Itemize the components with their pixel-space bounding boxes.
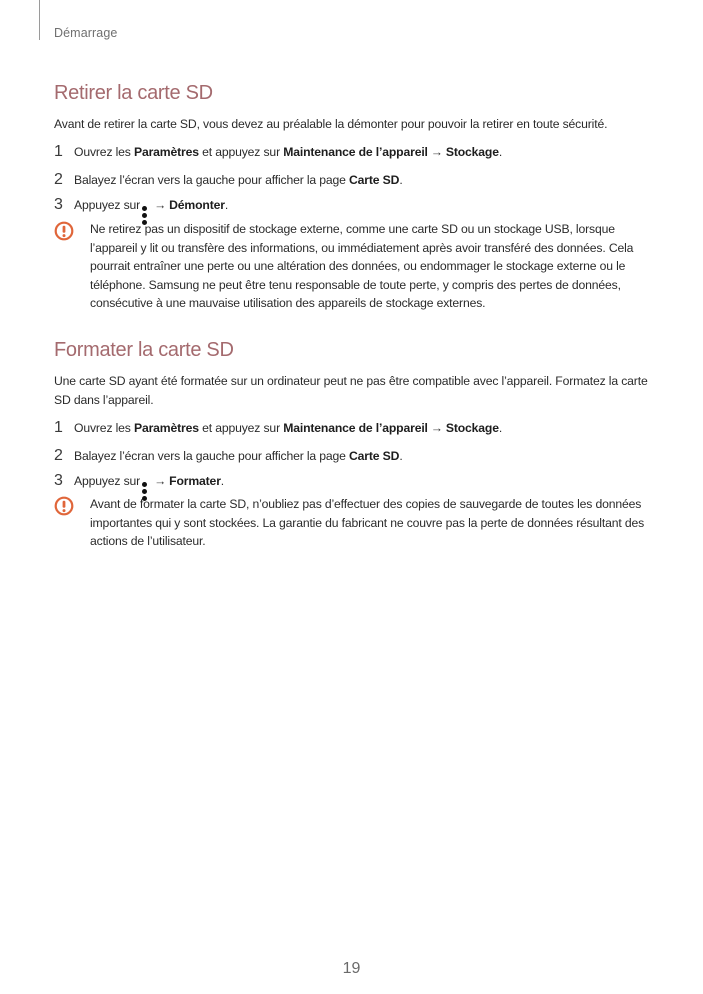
format-label: Formater [169, 474, 221, 488]
header-divider [39, 0, 40, 40]
warning-icon [54, 221, 74, 241]
sd-card-label: Carte SD [349, 173, 400, 187]
step-number: 3 [54, 196, 63, 213]
device-maintenance-label: Maintenance de l’appareil [283, 421, 428, 435]
settings-label: Paramètres [133, 421, 199, 435]
step-3 [54, 196, 228, 223]
section-intro: Une carte SD ayant été formatée sur un ordinateur peut ne pas être compatible avec l’appareil. Formatez la carte SD dans l’appareil. [54, 374, 648, 407]
step-number: 3 [54, 472, 63, 489]
section-intro: Avant de retirer la carte SD, vous devez au préalable la démonter pour pouvoir la retirer en toute sécurité. [54, 117, 608, 131]
section-title-remove-sd: Retirer la carte SD [54, 82, 213, 104]
punctuation: . [220, 474, 225, 488]
punctuation: . [224, 198, 229, 212]
page-number: 19 [342, 960, 361, 977]
sd-card-label: Carte SD [349, 449, 400, 463]
storage-label: Stockage [445, 421, 499, 435]
step-text: Ouvrez les [74, 421, 134, 435]
step-text: Appuyez sur [74, 474, 141, 488]
device-maintenance-label: Maintenance de l’appareil [283, 145, 428, 159]
warning-text: Ne retirez pas un dispositif de stockage externe, comme une carte SD ou un stockage USB, lorsque l’appareil y lit ou transfère des informations, ou immédiatement après avoir transféré des données. Cela pourrait entraîner une perte ou une altération des données, ou endommager le stockage externe ou le téléphone. Samsung ne peut être tenu responsable de toute perte, y compris des pertes de données, consécutive à une mauvaise utilisation des appareils de stockage externes. [90, 222, 634, 311]
step-1 [54, 419, 502, 437]
storage-label: Stockage [445, 145, 499, 159]
chapter-header: Démarrage [54, 26, 118, 40]
unmount-label: Démonter [169, 198, 225, 212]
step-number: 1 [54, 143, 63, 160]
step-text: Ouvrez les [74, 145, 134, 159]
arrow-right-icon: → [154, 198, 167, 212]
warning-note [54, 220, 664, 313]
warning-note [54, 495, 664, 551]
step-1 [54, 143, 502, 161]
punctuation: . [498, 421, 503, 435]
warning-icon [54, 496, 74, 516]
punctuation: . [498, 145, 503, 159]
arrow-right-icon: → [430, 421, 443, 435]
punctuation: . [399, 449, 403, 463]
settings-label: Paramètres [133, 145, 199, 159]
step-number: 2 [54, 447, 63, 464]
step-2 [54, 171, 403, 189]
step-text: et appuyez sur [198, 421, 284, 435]
step-text: Balayez l’écran vers la gauche pour afficher la page [74, 173, 350, 187]
section-title-format-sd: Formater la carte SD [54, 339, 234, 361]
step-number: 2 [54, 171, 63, 188]
step-text: Balayez l’écran vers la gauche pour afficher la page [74, 449, 350, 463]
step-text: et appuyez sur [198, 145, 284, 159]
arrow-right-icon: → [154, 474, 167, 488]
step-number: 1 [54, 419, 63, 436]
step-text: Appuyez sur [74, 198, 141, 212]
step-2 [54, 447, 403, 465]
warning-text: Avant de formater la carte SD, n’oubliez pas d’effectuer des copies de sauvegarde de toutes les données importantes qui y sont stockées. La garantie du fabricant ne couvre pas la perte de données résultant des actions de l’utilisateur. [90, 497, 645, 549]
punctuation: . [399, 173, 403, 187]
arrow-right-icon: → [430, 145, 443, 159]
